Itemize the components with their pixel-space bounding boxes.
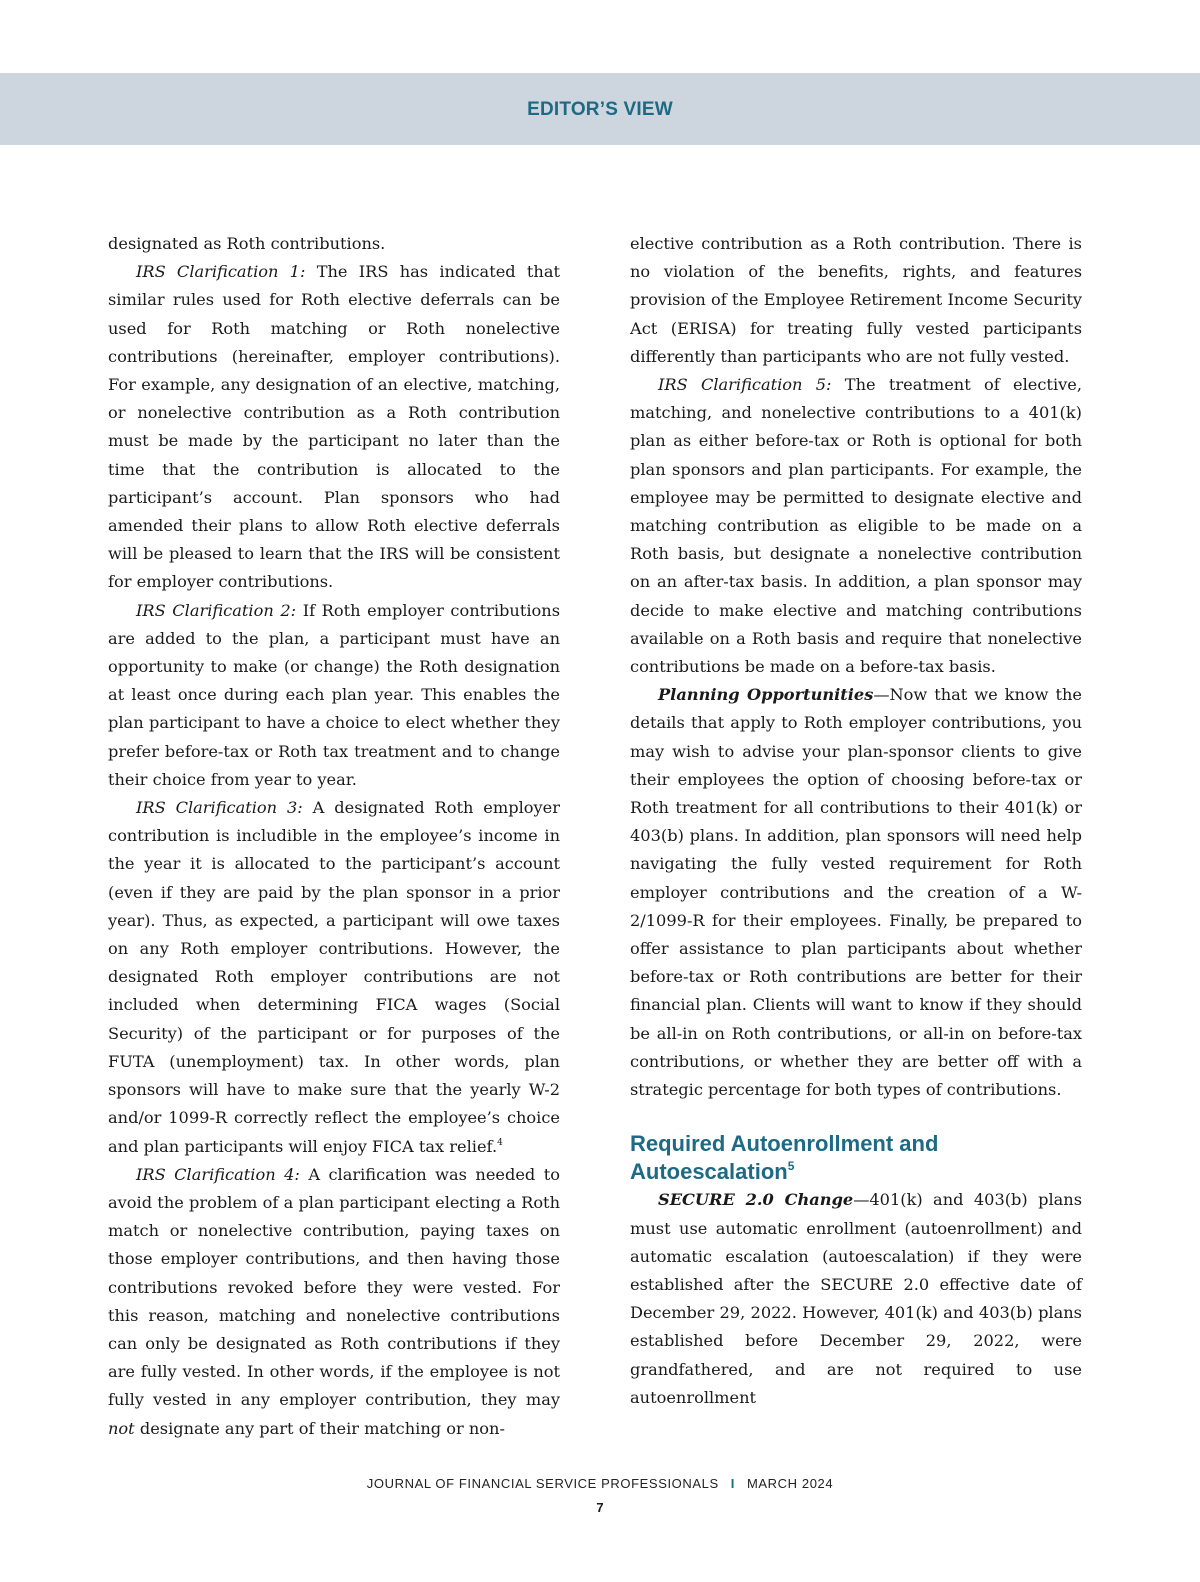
footer-separator: I [730,1476,735,1491]
footer [0,1476,1200,1491]
section-heading [630,1130,1082,1186]
section-heading-text: Required Autoenrollment and Autoescalation [630,1131,939,1185]
emphasis: not [108,1418,135,1438]
header-band [0,73,1200,145]
paragraph-text: —401(k) and 403(b) plans must use automatic enrollment (autoenrollment) and automatic escalation (autoescalation) if they were established after the SECURE 2.0 effective date of December 29, 2022. However, 401(k) and 403(b) plans established before December 29, 2022, were grandfathered, and are not required to use autoenrollment [630,1190,1082,1407]
paragraph [630,681,1082,1104]
footnote-ref: 5 [787,1159,795,1174]
paragraph [108,258,560,596]
paragraph [108,794,560,1161]
planning-opportunities-lead: Planning Opportunities [658,685,874,705]
paragraph [630,371,1082,681]
left-column [108,230,560,1443]
secure-change-lead: SECURE 2.0 Change [658,1190,854,1210]
footnote-ref: 4 [497,1137,503,1148]
paragraph-text: designated as Roth contributions. [108,234,386,253]
paragraph [630,1186,1082,1412]
clarification-5-lead: IRS Clarification 5: [658,375,832,395]
section-header-title: EDITOR’S VIEW [527,99,673,120]
paragraph [630,230,1082,371]
paragraph-text: The treatment of elective, matching, and nonelective contributions to a 401(k) plan as either before-tax or Roth is optional for both plan sponsors and plan participants. For example, the employee may be permitted to designate elective and matching contribution as eligible to be made on a Roth basis, but designate a nonelective contribution on an after-tax basis. In addition, a plan sponsor may decide to make elective and matching contributions available on a Roth basis and require that nonelective contributions be made on a before-tax basis. [630,375,1082,677]
paragraph-text: —Now that we know the details that apply to Roth employer contributions, you may wish to advise your plan-sponsor clients to give their employees the option of choosing before-tax or Roth treatment for all contributions to their 401(k) or 403(b) plans. In addition, plan sponsors will need help navigating the fully vested requirement for Roth employer contributions and the creation of a W-2/1099-R for their employees. Finally, be prepared to offer assistance to plan participants about whether before-tax or Roth contributions are better for their financial plan. Clients will want to know if they should be all-in on Roth contributions, or all-in on before-tax contributions, or whether they are better off with a strategic percentage for both types of contributions. [630,685,1082,1100]
paragraph-text: The IRS has indicated that similar rules used for Roth elective deferrals can be used for Roth matching or Roth nonelective contributions (hereinafter, employer contributions). For example, any designation of an elective, matching, or nonelective contribution as a Roth contribution must be made by the participant no later than the time that the contribution is allocated to the participant’s account. Plan sponsors who had amended their plans to allow Roth elective deferrals will be pleased to learn that the IRS will be consistent for employer contributions. [108,262,560,592]
paragraph-text: designate any part of their matching or non- [134,1418,505,1438]
clarification-1-lead: IRS Clarification 1: [136,262,306,282]
journal-name: JOURNAL OF FINANCIAL SERVICE PROFESSIONALS [366,1476,719,1491]
paragraph-text: If Roth employer contributions are added to the plan, a participant must have an opportunity to make (or change) the Roth designation at least once during each plan year. This enables the plan participant to have a choice to elect whether they prefer before-tax or Roth tax treatment and to change their choice from year to year. [108,600,560,789]
clarification-3-lead: IRS Clarification 3: [136,798,303,818]
clarification-2-lead: IRS Clarification 2: [136,600,297,620]
paragraph-text: A designated Roth employer contribution is includible in the employee’s income in the year it is allocated to the participant’s account (even if they are paid by the plan sponsor in a prior year). Thus, as expected, a participant will owe taxes on any Roth employer contributions. However, the designated Roth employer contributions are not included when determining FICA wages (Social Security) of the participant or for purposes of the FUTA (unemployment) tax. In other words, plan sponsors will have to make sure that the yearly W-2 and/or 1099-R correctly reflect the employee’s choice and plan participants will enjoy FICA tax relief. [108,798,560,1156]
paragraph [108,230,560,258]
paragraph-text: elective contribution as a Roth contribution. There is no violation of the benefits, rights, and features provision of the Employee Retirement Income Security Act (ERISA) for treating fully vested participants differently than participants who are not fully vested. [630,234,1082,366]
clarification-4-lead: IRS Clarification 4: [136,1164,300,1184]
paragraph [108,597,560,794]
paragraph-text: A clarification was needed to avoid the problem of a plan participant electing a Roth match or nonelective contribution, paying taxes on those employer contributions, and then having those contributions revoked before they were vested. For this reason, matching and nonelective contributions can only be designated as Roth contributions if they are fully vested. In other words, if the employee is not fully vested in any employer contribution, they may [108,1164,560,1410]
issue-date: MARCH 2024 [746,1476,834,1491]
page-number: 7 [596,1500,604,1515]
right-column [630,230,1082,1412]
paragraph [108,1161,560,1443]
